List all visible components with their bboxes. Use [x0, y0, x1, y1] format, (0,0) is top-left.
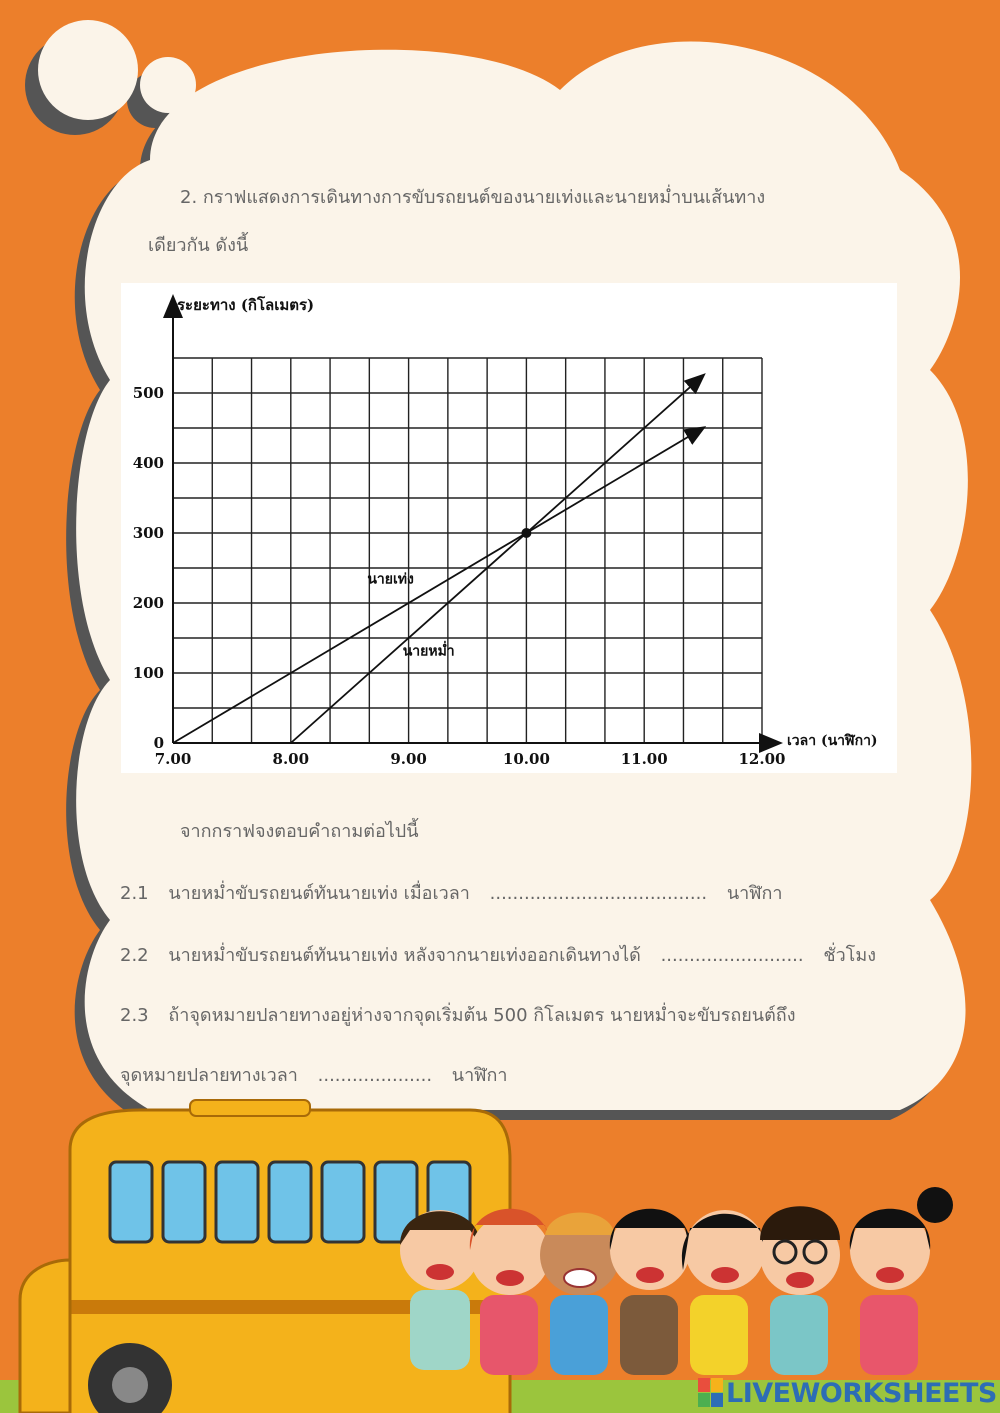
y-axis-label: ระยะทาง (กิโลเมตร) [177, 296, 315, 314]
small-bubble [38, 20, 138, 120]
x-tick-label: 12.00 [738, 750, 786, 768]
question-text: จุดหมายปลายทางเวลา [120, 1065, 298, 1086]
series-label: นายหม่ำ [402, 643, 455, 660]
question-text: นายหม่ำขับรถยนต์ทันนายเท่ง เมื่อเวลา [168, 883, 470, 904]
question-intro-line-2: เดียวกัน ดังนี้ [148, 235, 249, 256]
answer-instructions: จากกราฟจงตอบคำถามต่อไปนี้ [180, 821, 419, 842]
y-tick-label: 200 [132, 594, 164, 612]
answer-blank-2-3[interactable]: .................... [317, 1065, 433, 1086]
question-2-3 [120, 1000, 810, 1029]
question-number: 2.3 [120, 1005, 149, 1026]
x-tick-label: 9.00 [390, 750, 427, 768]
x-axis-label: เวลา (นาฬิกา) [787, 733, 878, 749]
question-number: 2.2 [120, 945, 149, 966]
answer-blank-2-2[interactable]: ......................... [660, 945, 804, 966]
question-intro-line-1: 2. กราฟแสดงการเดินทางการขับรถยนต์ของนายเท่งและนายหม่ำบนเส้นทาง [180, 187, 766, 208]
brand-text: LIVEWORKSHEETS [726, 1377, 997, 1409]
question-2-3-continued [120, 1060, 522, 1089]
x-tick-label: 10.00 [502, 750, 550, 768]
y-tick-label: 500 [132, 384, 164, 402]
series-label: นายเท่ง [367, 571, 414, 588]
question-2-1 [120, 878, 797, 907]
y-tick-label: 300 [132, 524, 164, 542]
question-number: 2.1 [120, 883, 149, 904]
y-tick-label: 400 [132, 454, 164, 472]
question-text: ถ้าจุดหมายปลายทางอยู่ห่างจากจุดเริ่มต้น 500 กิโลเมตร นายหม่ำจะขับรถยนต์ถึง [168, 1005, 796, 1026]
question-2-2 [120, 940, 890, 969]
x-tick-label: 8.00 [272, 750, 310, 768]
y-tick-label: 0 [153, 734, 164, 752]
unit-label: นาฬิกา [451, 1065, 508, 1086]
unit-label: นาฬิกา [726, 883, 783, 904]
y-tick-label: 100 [132, 664, 164, 682]
distance-time-chart [121, 283, 897, 773]
intersection-point [521, 528, 531, 538]
x-tick-label: 7.00 [154, 750, 192, 768]
answer-blank-2-1[interactable]: ...................................... [489, 883, 708, 904]
question-text: นายหม่ำขับรถยนต์ทันนายเท่ง หลังจากนายเท่งออกเดินทางได้ [168, 945, 641, 966]
series-line [173, 428, 703, 743]
liveworksheets-brand [698, 1376, 997, 1410]
unit-label: ชั่วโมง [823, 945, 877, 966]
x-tick-label: 11.00 [620, 750, 668, 768]
series-line [291, 376, 703, 744]
liveworksheets-logo-icon [698, 1378, 724, 1408]
